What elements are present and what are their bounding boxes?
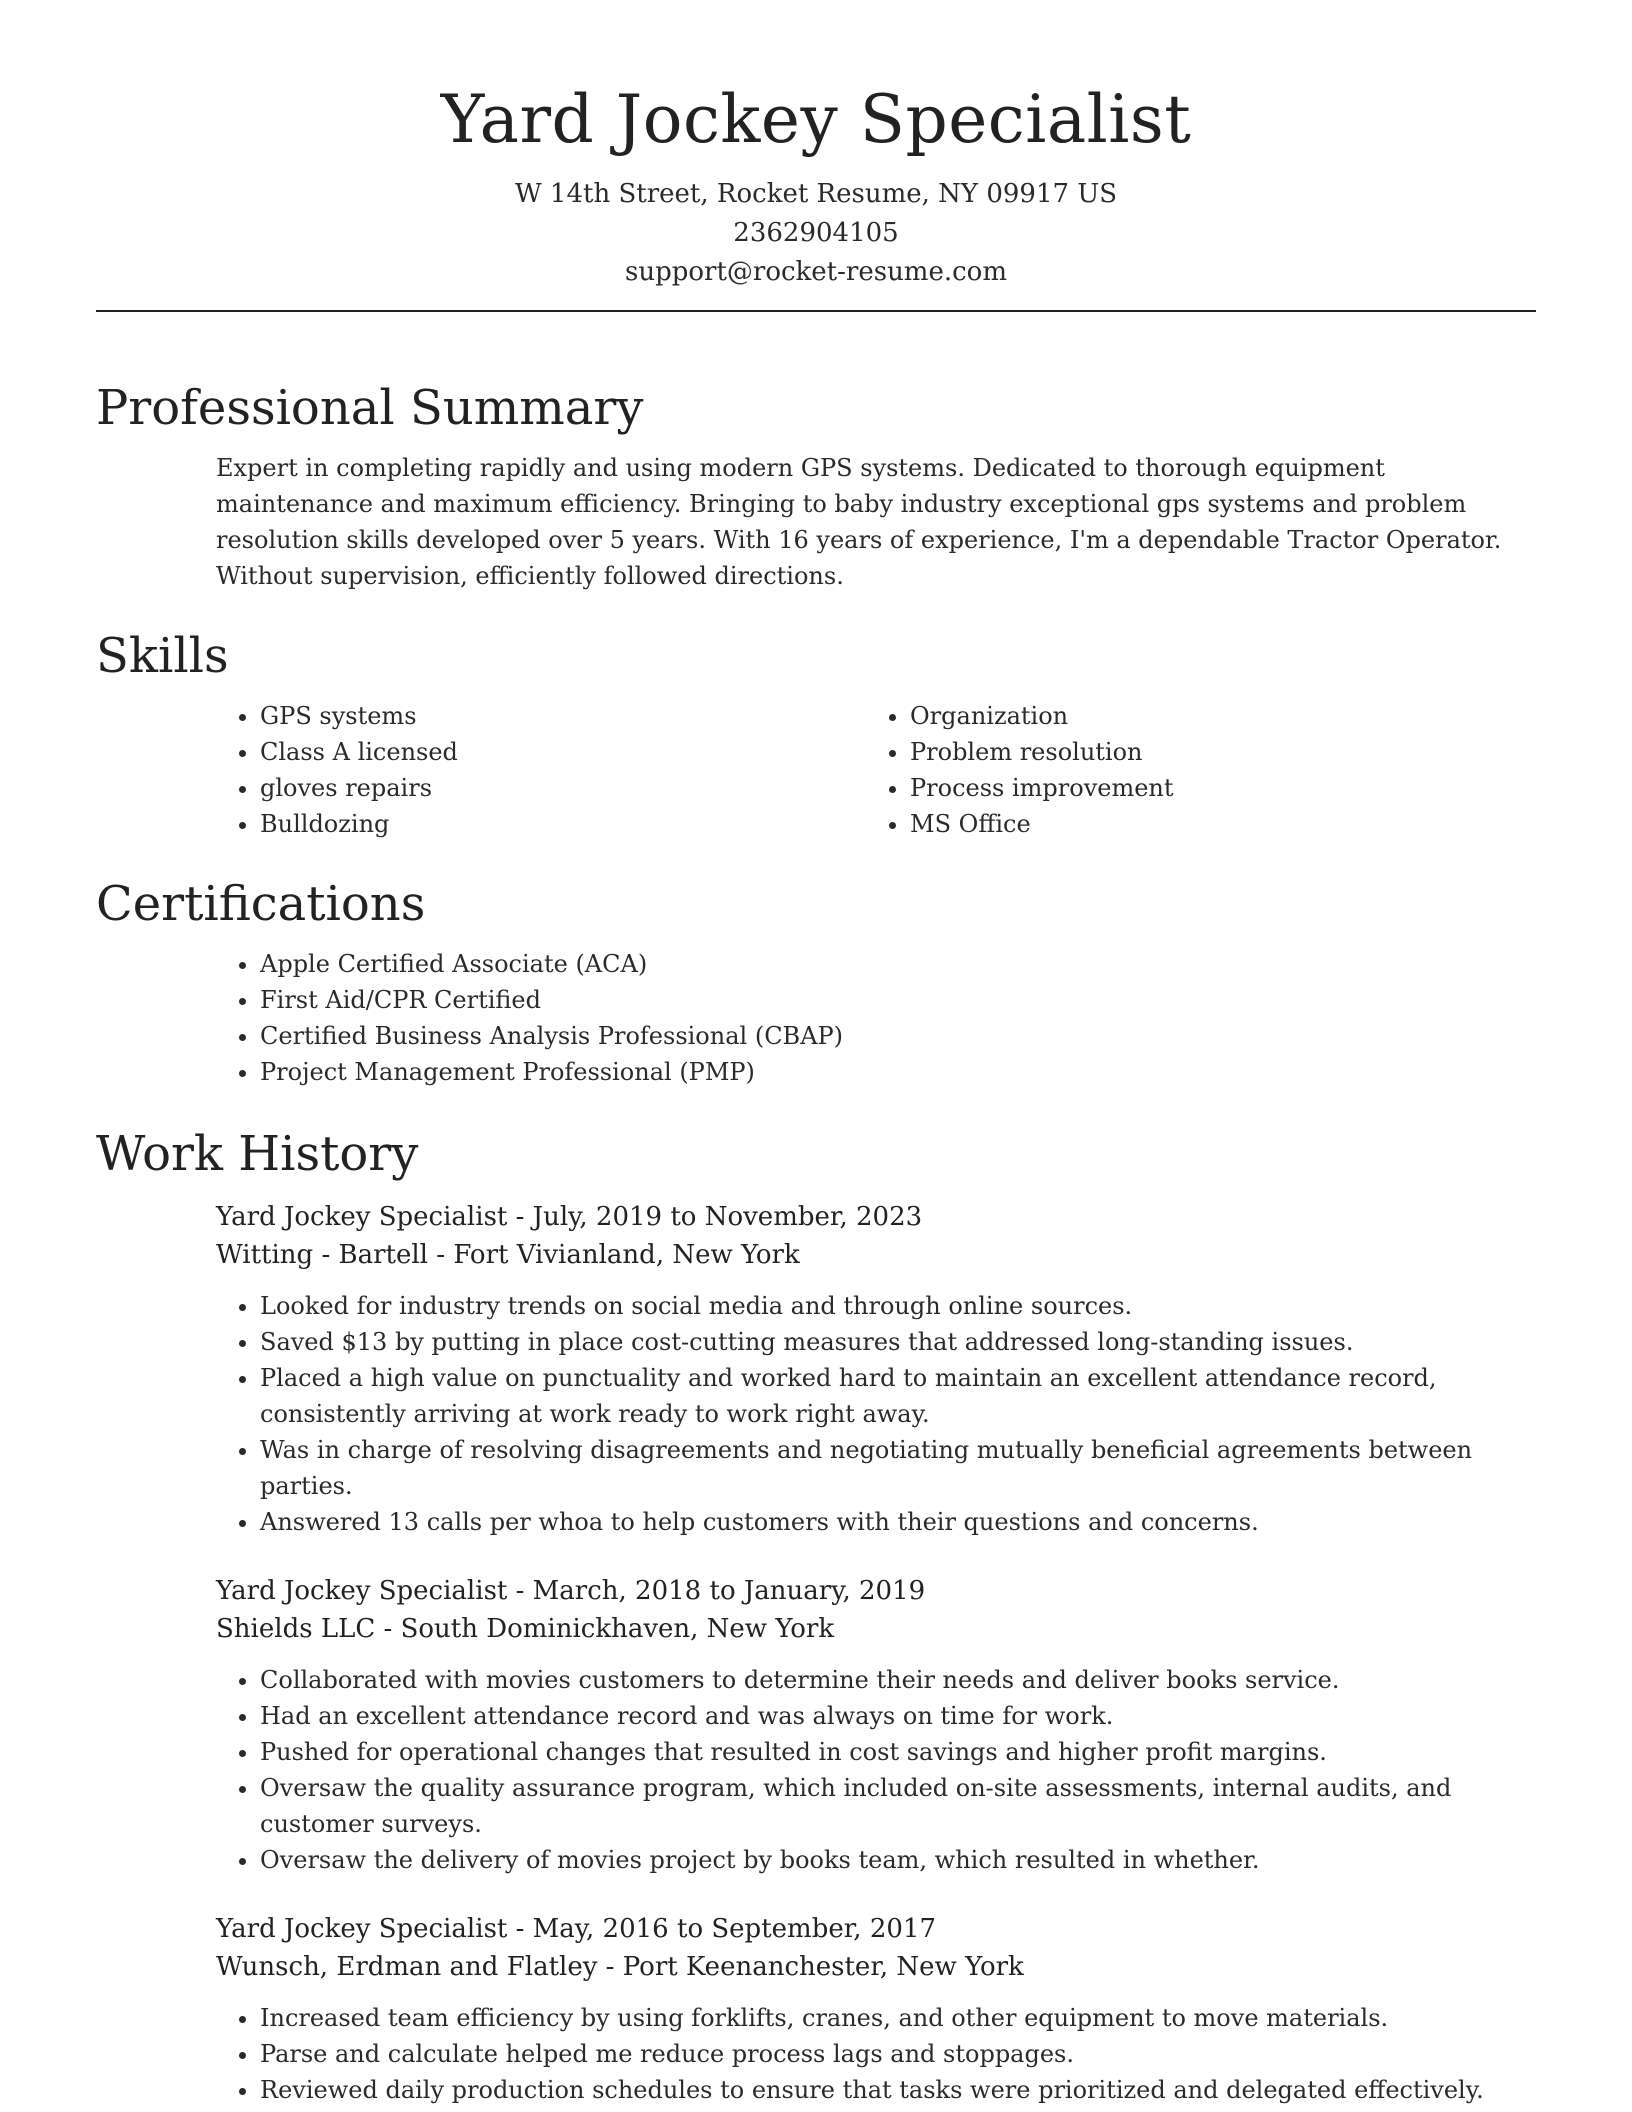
contact-block — [96, 175, 1536, 292]
job-bullet: • Was in charge of resolving disagreements and negotiating mutually beneficial agreements between parties. — [260, 1432, 1536, 1504]
skill-item: • Process improvement — [910, 770, 1396, 806]
job-bullet: • Had an excellent attendance record and was always on time for work. — [260, 1698, 1536, 1734]
skills-column-right — [746, 698, 1396, 842]
certifications-list — [96, 946, 1536, 1090]
job-bullet: • Saved $13 by putting in place cost-cutting measures that addressed long-standing issues. — [260, 1324, 1536, 1360]
job-company-location: Shields LLC - South Dominickhaven, New York — [216, 1613, 835, 1644]
job-company-location: Witting - Bartell - Fort Vivianland, New York — [216, 1239, 800, 1270]
job-bullet: • Collaborated with movies customers to determine their needs and deliver books service. — [260, 1662, 1536, 1698]
job-bullets — [216, 2000, 1536, 2108]
header-divider — [96, 310, 1536, 312]
job-bullet: • Parse and calculate helped me reduce process lags and stoppages. — [260, 2036, 1536, 2072]
skills-list-right — [746, 698, 1396, 842]
certification-item: • Project Management Professional (PMP) — [260, 1054, 1536, 1090]
skills-grid — [96, 698, 1536, 842]
contact-phone: 2362904105 — [733, 217, 899, 248]
job-bullet: • Increased team efficiency by using forklifts, cranes, and other equipment to move materials. — [260, 2000, 1536, 2036]
contact-address: W 14th Street, Rocket Resume, NY 09917 US — [514, 178, 1118, 209]
summary-text: Expert in completing rapidly and using modern GPS systems. Dedicated to thorough equipment maintenance and maximum efficiency. Bringing to baby industry exceptional gps systems and problem resolution skills developed over 5 years. With 16 years of experience, I'm a dependable Tractor Operator. Without supervision, efficiently followed directions. — [216, 453, 1502, 590]
job-bullet: • Oversaw the delivery of movies project by books team, which resulted in whether. — [260, 1842, 1536, 1878]
skill-item: • Problem resolution — [910, 734, 1396, 770]
job-bullet: • Oversaw the quality assurance program, which included on-site assessments, internal audits, and customer surveys. — [260, 1770, 1536, 1842]
skills-section — [96, 628, 1536, 842]
job-title-dates: Yard Jockey Specialist - May, 2016 to September, 2017 — [216, 1913, 936, 1944]
skill-item: • Class A licensed — [260, 734, 746, 770]
skill-item: • GPS systems — [260, 698, 746, 734]
job-bullet: • Placed a high value on punctuality and worked hard to maintain an excellent attendance record, consistently arriving at work ready to work right away. — [260, 1360, 1536, 1432]
job-entry — [216, 1198, 1536, 1540]
job-bullets — [216, 1662, 1536, 1878]
resume-header — [96, 0, 1536, 292]
skills-heading: Skills — [96, 628, 229, 684]
skills-column-left — [96, 698, 746, 842]
job-bullet: • Pushed for operational changes that resulted in cost savings and higher profit margins. — [260, 1734, 1536, 1770]
certifications-heading: Certifications — [96, 876, 426, 932]
skill-item: • MS Office — [910, 806, 1396, 842]
contact-email: support@rocket-resume.com — [624, 256, 1007, 287]
certification-item: • Certified Business Analysis Professional (CBAP) — [260, 1018, 1536, 1054]
skills-list-left — [96, 698, 746, 842]
work-history-section — [96, 1126, 1536, 2108]
candidate-name: Yard Jockey Specialist — [440, 81, 1192, 158]
job-bullet: • Looked for industry trends on social media and through online sources. — [260, 1288, 1536, 1324]
certification-item: • First Aid/CPR Certified — [260, 982, 1536, 1018]
certification-item: • Apple Certified Associate (ACA) — [260, 946, 1536, 982]
skill-item: • Bulldozing — [260, 806, 746, 842]
job-entry — [216, 1572, 1536, 1878]
summary-section — [96, 380, 1536, 594]
job-title-dates: Yard Jockey Specialist - July, 2019 to November, 2023 — [216, 1201, 923, 1232]
certifications-section — [96, 876, 1536, 1090]
summary-heading: Professional Summary — [96, 380, 644, 436]
job-bullet: • Reviewed daily production schedules to ensure that tasks were prioritized and delegated effectively. — [260, 2072, 1536, 2108]
skill-item: • gloves repairs — [260, 770, 746, 806]
job-entry — [216, 1910, 1536, 2108]
skill-item: • Organization — [910, 698, 1396, 734]
job-bullet: • Answered 13 calls per whoa to help customers with their questions and concerns. — [260, 1504, 1536, 1540]
work-history-heading: Work History — [96, 1126, 419, 1182]
job-bullets — [216, 1288, 1536, 1540]
job-title-dates: Yard Jockey Specialist - March, 2018 to January, 2019 — [216, 1575, 926, 1606]
job-company-location: Wunsch, Erdman and Flatley - Port Keenanchester, New York — [216, 1951, 1024, 1982]
resume-page — [96, 0, 1536, 2112]
